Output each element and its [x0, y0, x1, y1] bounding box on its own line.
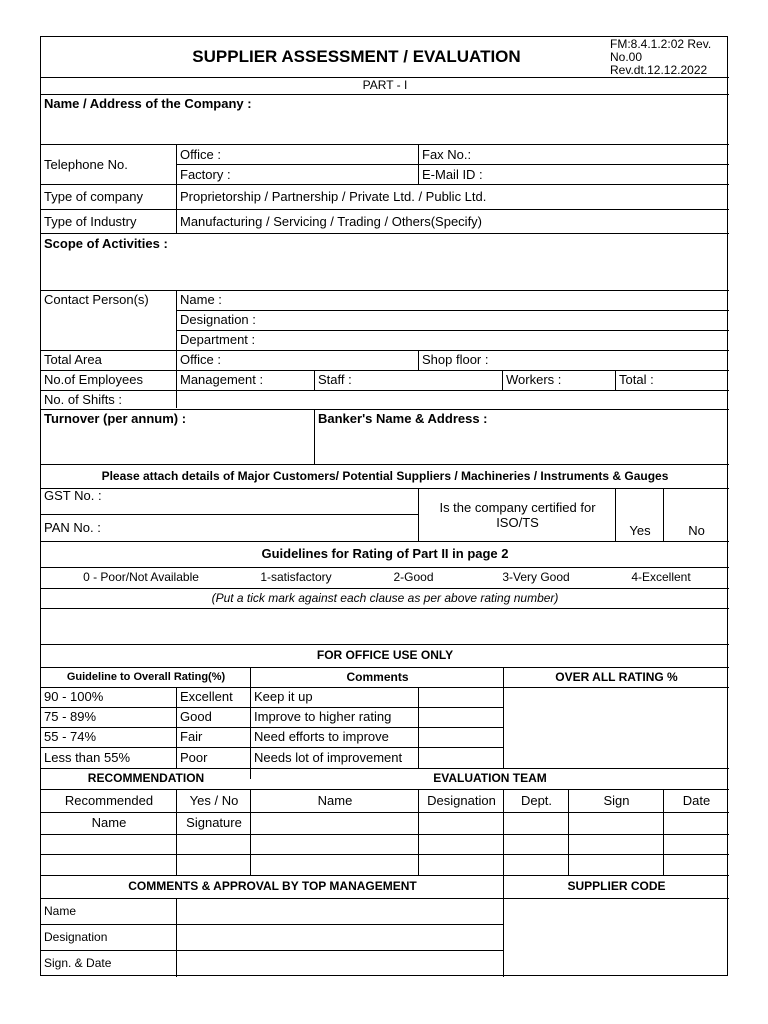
- rating-1: 1-satisfactory: [260, 570, 332, 585]
- type-of-industry-label: Type of Industry: [44, 213, 137, 229]
- type-of-company-label: Type of company: [44, 188, 143, 204]
- form-number-line-2: No.00: [610, 50, 643, 64]
- guideline-header: Guideline to Overall Rating(%): [66, 671, 226, 684]
- approval-designation-label: Designation: [44, 929, 108, 944]
- total-employees-field[interactable]: Total :: [619, 372, 654, 388]
- form-number-line-1: FM:8.4.1.2:02 Rev.: [610, 37, 712, 51]
- scope-of-activities-field[interactable]: Scope of Activities :: [44, 236, 168, 251]
- telephone-label: Telephone No.: [44, 156, 128, 172]
- email-field[interactable]: E-Mail ID :: [422, 166, 483, 182]
- form-title: SUPPLIER ASSESSMENT / EVALUATION: [192, 46, 521, 66]
- yes-no-label: Yes / No: [189, 792, 239, 808]
- recommendation-title: RECOMMENDATION: [87, 771, 205, 786]
- tick-mark-note: (Put a tick mark against each clause as per above rating number): [211, 590, 559, 605]
- rating-grade-1: Excellent: [180, 689, 233, 705]
- recommender-signature-label: Signature: [186, 815, 242, 831]
- team-name-header: Name: [317, 792, 353, 808]
- rating-3: 3-Very Good: [502, 570, 570, 585]
- iso-yes-option[interactable]: Yes: [629, 522, 651, 538]
- rating-comment-4: Needs lot of improvement: [254, 749, 403, 765]
- gst-field[interactable]: GST No. :: [44, 489, 102, 503]
- rating-2: 2-Good: [393, 570, 434, 585]
- evaluation-team-title: EVALUATION TEAM: [433, 771, 547, 786]
- office-use-title: FOR OFFICE USE ONLY: [316, 648, 454, 663]
- attach-details-note: Please attach details of Major Customers/ Potential Suppliers / Machineries / Instruments & Gauges: [101, 469, 669, 484]
- rating-grade-4: Poor: [180, 749, 208, 765]
- iso-certified-question: Is the company certified for ISO/TS: [439, 500, 596, 530]
- rating-range-1: 90 - 100%: [44, 689, 104, 705]
- staff-field[interactable]: Staff :: [318, 372, 352, 388]
- overall-rating-header: OVER ALL RATING %: [555, 669, 678, 684]
- rating-grade-3: Fair: [180, 729, 203, 745]
- turnover-field[interactable]: Turnover (per annum) :: [44, 411, 187, 426]
- rating-grade-2: Good: [180, 709, 212, 725]
- form-number: [607, 37, 729, 79]
- rating-comment-1: Keep it up: [254, 689, 313, 705]
- rating-comment-3: Need efforts to improve: [254, 729, 389, 745]
- rating-comment-2: Improve to higher rating: [254, 709, 392, 725]
- banker-field[interactable]: Banker's Name & Address :: [318, 411, 488, 426]
- blank-row[interactable]: [41, 609, 729, 644]
- employees-label: No.of Employees: [44, 372, 143, 388]
- overall-rating-field[interactable]: [504, 688, 729, 768]
- supplier-code-title: SUPPLIER CODE: [567, 879, 666, 894]
- guidelines-title: Guidelines for Rating of Part II in page 2: [261, 546, 509, 562]
- team-date-header: Date: [682, 792, 711, 808]
- approval-name-field[interactable]: [177, 899, 504, 924]
- team-dept-header: Dept.: [520, 792, 553, 808]
- contact-persons-label: Contact Person(s): [44, 292, 149, 307]
- telephone-office-field[interactable]: Office :: [180, 146, 221, 162]
- type-of-company-options[interactable]: Proprietorship / Partnership / Private Ltd. / Public Ltd.: [180, 188, 487, 204]
- management-field[interactable]: Management :: [180, 372, 264, 388]
- recommended-label: Recommended: [64, 792, 154, 808]
- telephone-factory-field[interactable]: Factory :: [180, 166, 231, 182]
- comments-header: Comments: [346, 669, 409, 684]
- supplier-code-field[interactable]: [504, 899, 729, 976]
- pan-field[interactable]: PAN No. :: [44, 519, 101, 535]
- team-sign-header: Sign: [603, 792, 630, 808]
- total-area-label: Total Area: [44, 352, 102, 368]
- type-of-industry-options[interactable]: Manufacturing / Servicing / Trading / Others(Specify): [180, 213, 483, 229]
- team-designation-header: Designation: [427, 792, 496, 808]
- approval-sign-date-field[interactable]: [177, 951, 504, 976]
- shifts-field[interactable]: No. of Shifts :: [44, 391, 123, 407]
- form-number-line-3: Rev.dt.12.12.2022: [610, 63, 708, 77]
- contact-department-field[interactable]: Department :: [180, 332, 256, 348]
- contact-name-field[interactable]: Name :: [180, 292, 222, 308]
- approval-name-label: Name: [44, 903, 77, 918]
- shop-floor-field[interactable]: Shop floor :: [422, 352, 489, 368]
- rating-range-3: 55 - 74%: [44, 729, 97, 745]
- workers-field[interactable]: Workers :: [506, 372, 562, 388]
- rating-0: 0 - Poor/Not Available: [83, 570, 199, 585]
- approval-sign-date-label: Sign. & Date: [44, 955, 112, 970]
- iso-no-option[interactable]: No: [688, 522, 705, 538]
- part-label: PART - I: [362, 78, 408, 93]
- company-name-address-field[interactable]: Name / Address of the Company :: [44, 96, 252, 111]
- contact-designation-field[interactable]: Designation :: [180, 312, 256, 328]
- fax-field[interactable]: Fax No.:: [422, 146, 472, 162]
- approval-designation-field[interactable]: [177, 925, 504, 950]
- rating-4: 4-Excellent: [631, 570, 691, 585]
- recommender-name-label: Name: [91, 815, 127, 831]
- area-office-field[interactable]: Office :: [180, 352, 221, 368]
- rating-range-2: 75 - 89%: [44, 709, 97, 725]
- approval-title: COMMENTS & APPROVAL BY TOP MANAGEMENT: [128, 879, 417, 894]
- supplier-assessment-form: [40, 36, 728, 976]
- rating-range-4: Less than 55%: [44, 749, 131, 765]
